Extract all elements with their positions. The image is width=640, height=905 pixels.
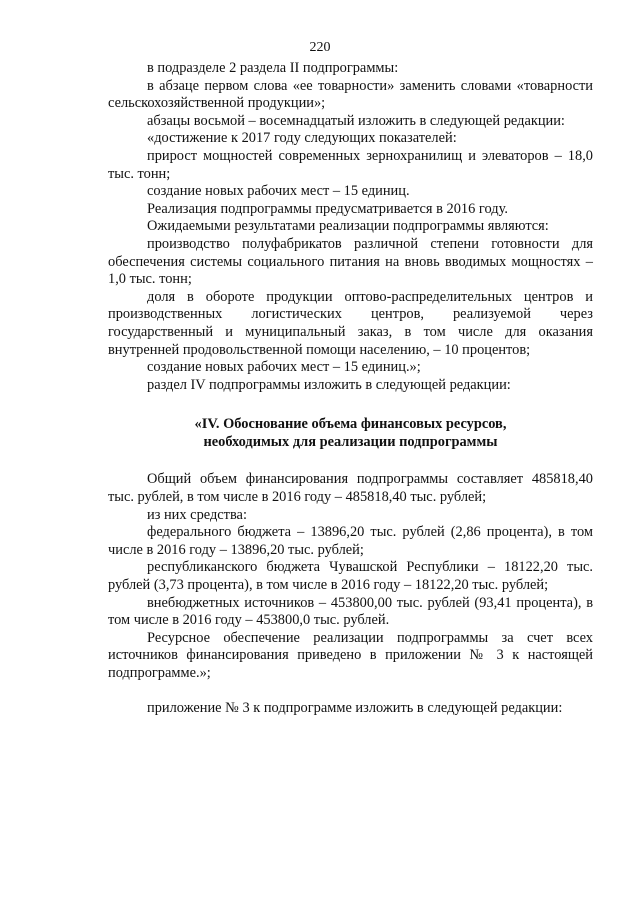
paragraph-appendix-3: приложение № 3 к подпрограмме изложить в следующей редакции:: [147, 699, 563, 716]
document-body: [108, 60, 593, 717]
paragraph-republican-budget: республиканского бюджета Чувашской Республики – 18122,20 тыс. рублей (3,73 процента), в том числе в 2016 году – 18122,20 тыс. рублей;: [108, 559, 593, 594]
paragraph-implementation-year: Реализация подпрограммы предусматривается в 2016 году.: [147, 200, 508, 217]
section-heading: [108, 416, 593, 451]
paragraph-subsection-ref: в подразделе 2 раздела II подпрограммы:: [147, 60, 399, 76]
paragraph-spacer: [108, 683, 593, 700]
paragraph-new-jobs: создание новых рабочих мест – 15 единиц.: [147, 183, 410, 200]
paragraph-first-abzac: в абзаце первом слова «ее товарности» заменить словами «товарности сельскохозяйственной продукции»;: [108, 77, 593, 112]
paragraph-achievement: «достижение к 2017 году следующих показателей:: [147, 130, 457, 147]
paragraph-total-funding: Общий объем финансирования подпрограммы составляет 485818,40 тыс. рублей, в том числе в 2016 году – 485818,40 тыс. рублей;: [108, 471, 593, 506]
section-heading-line-2: необходимых для реализации подпрограммы: [203, 433, 498, 450]
paragraph-federal-budget: федерального бюджета – 13896,20 тыс. рублей (2,86 процента), в том числе в 2016 году – 13896,20 тыс. рублей;: [108, 524, 593, 558]
paragraph-extra-budget: внебюджетных источников – 453800,00 тыс. рублей (93,41 процента), в том числе в 2016 году – 453800,0 тыс. рублей.: [108, 594, 593, 629]
paragraph-funding-sources: из них средства:: [147, 506, 247, 523]
paragraph-section-iv-ref: раздел IV подпрограммы изложить в следующей редакции:: [147, 376, 511, 393]
paragraph-capacity-growth: прирост мощностей современных зернохранилищ и элеваторов – 18,0 тыс. тонн;: [108, 147, 593, 182]
paragraph-resource-provision: Ресурсное обеспечение реализации подпрограммы за счет всех источников финансирования приведено в приложении № 3 к настоящей подпрограмме.»;: [108, 629, 593, 681]
paragraph-expected-results: Ожидаемыми результатами реализации подпрограммы являются:: [147, 218, 549, 235]
paragraph-new-jobs-end: создание новых рабочих мест – 15 единиц.»;: [147, 359, 421, 376]
section-heading-line-1: «IV. Обоснование объема финансовых ресурсов,: [194, 416, 507, 433]
page-number: 220: [309, 40, 331, 55]
paragraph-turnover-share: доля в обороте продукции оптово-распределительных центров и производственных логистических центров, реализуемой через государственный и муниципальный заказ, в том числе для оказания внутренней продовольственной помощи населению, – 10 процентов;: [108, 288, 593, 358]
paragraph-semi-finished: производство полуфабрикатов различной степени готовности для обеспечения системы социального питания на вновь вводимых мощностях – 1,0 тыс. тонн;: [108, 235, 593, 288]
paragraph-abzacs-8-18: абзацы восьмой – восемнадцатый изложить в следующей редакции:: [147, 112, 565, 129]
